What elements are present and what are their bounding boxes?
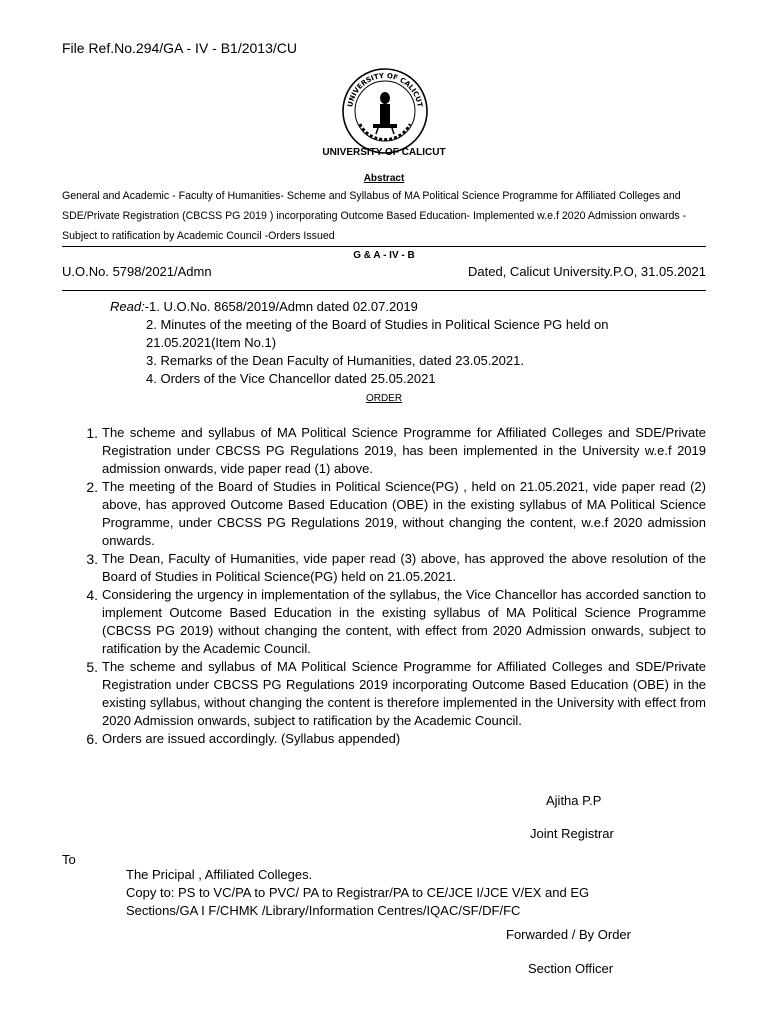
forwarded-by-order: Forwarded / By Order <box>506 927 631 942</box>
recipient-line: The Pricipal , Affiliated Colleges. <box>126 867 313 882</box>
read-line-2: 2. Minutes of the meeting of the Board of Studies in Political Science PG held on <box>146 317 609 332</box>
order-text: The meeting of the Board of Studies in Political Science(PG) , held on 21.05.2021, vide paper read (2) above, has approved Outcome Based Education (OBE) in the existing syllabus of MA Political Science Programme, under CBCSS PG Regulations 2019, without changing the content, w.e.f 2020 admission onwards. <box>102 479 706 548</box>
order-number: 2. <box>86 479 98 495</box>
abstract-text: General and Academic - Faculty of Humanities- Scheme and Syllabus of MA Political Science Programme for Affiliated Colleges and SDE/Private Registration (CBCSS PG 2019 ) incorporating Outcome Based Education- Implemented w.e.f 2020 Admission onwards - Subject to ratification by Academic Council -Orders Issued <box>62 190 687 242</box>
order-title: ORDER <box>365 393 403 404</box>
uo-number: U.O.No. 5798/2021/Admn <box>62 264 212 279</box>
recipient-line: Copy to: PS to VC/PA to PVC/ PA to Registrar/PA to CE/JCE I/JCE V/EX and EG <box>126 885 590 900</box>
order-item <box>62 550 706 586</box>
order-item <box>62 658 706 730</box>
order-list <box>62 424 706 748</box>
divider-top <box>62 246 706 247</box>
order-item <box>62 730 706 748</box>
read-first: -1. U.O.No. 8658/2019/Admn dated 02.07.2019 <box>144 299 418 314</box>
order-number: 6. <box>86 731 98 747</box>
read-line-3: 21.05.2021(Item No.1) <box>146 335 277 350</box>
signatory-title: Joint Registrar <box>530 826 614 841</box>
read-references <box>110 298 609 388</box>
section-code: G & A - IV - B <box>353 250 415 261</box>
divider-bottom <box>62 290 706 291</box>
recipients <box>126 866 589 920</box>
order-item <box>62 478 706 550</box>
to-label: To <box>62 852 76 867</box>
order-number: 4. <box>86 587 98 603</box>
read-line-4: 3. Remarks of the Dean Faculty of Humanities, dated 23.05.2021. <box>146 353 524 368</box>
order-number: 1. <box>86 425 98 441</box>
order-item <box>62 586 706 658</box>
read-line-5: 4. Orders of the Vice Chancellor dated 25.05.2021 <box>146 371 436 386</box>
signatory-name: Ajitha P.P <box>546 793 602 808</box>
order-item <box>62 424 706 478</box>
dated-line: Dated, Calicut University.P.O, 31.05.2021 <box>468 264 706 279</box>
order-number: 5. <box>86 659 98 675</box>
university-name: UNIVERSITY OF CALICUT <box>322 147 446 158</box>
order-text: Considering the urgency in implementation of the syllabus, the Vice Chancellor has accorded sanction to implement Outcome Based Education in the existing syllabus of MA Political Science Programme (CBCSS PG 2019) without changing the content, with effect from 2020 Admission onwards, subject to ratification by the Academic Council. <box>102 587 706 656</box>
abstract-title: Abstract <box>363 173 405 184</box>
read-line-1 <box>110 298 609 316</box>
university-seal-logo <box>340 66 430 156</box>
svg-text:UNIVERSITY OF CALICUT: UNIVERSITY OF CALICUT <box>346 71 424 108</box>
section-officer: Section Officer <box>528 961 614 976</box>
order-text: The Dean, Faculty of Humanities, vide paper read (3) above, has approved the above resolution of the Board of Studies in Political Science(PG) held on 21.05.2021. <box>102 551 706 584</box>
read-label: Read: <box>110 299 145 314</box>
order-text: The scheme and syllabus of MA Political Science Programme for Affiliated Colleges and SDE/Private Registration under CBCSS PG Regulations 2019 incorporating Outcome Based Education (OBE) in the existing syllabus, without changing the content is therefore implemented in the University with effect from 2020 Admission onwards, subject to ratification by the Academic Council. <box>102 659 706 728</box>
order-text: The scheme and syllabus of MA Political Science Programme for Affiliated Colleges and SDE/Private Registration under CBCSS PG Regulations 2019, has been implemented in the University w.e.f 2019 admission onwards, vide paper read (1) above. <box>102 425 706 476</box>
order-text: Orders are issued accordingly. (Syllabus appended) <box>102 731 401 746</box>
file-reference: File Ref.No.294/GA - IV - B1/2013/CU <box>62 40 297 56</box>
recipient-line: Sections/GA I F/CHMK /Library/Information Centres/IQAC/SF/DF/FC <box>126 903 521 918</box>
order-number: 3. <box>86 551 98 567</box>
